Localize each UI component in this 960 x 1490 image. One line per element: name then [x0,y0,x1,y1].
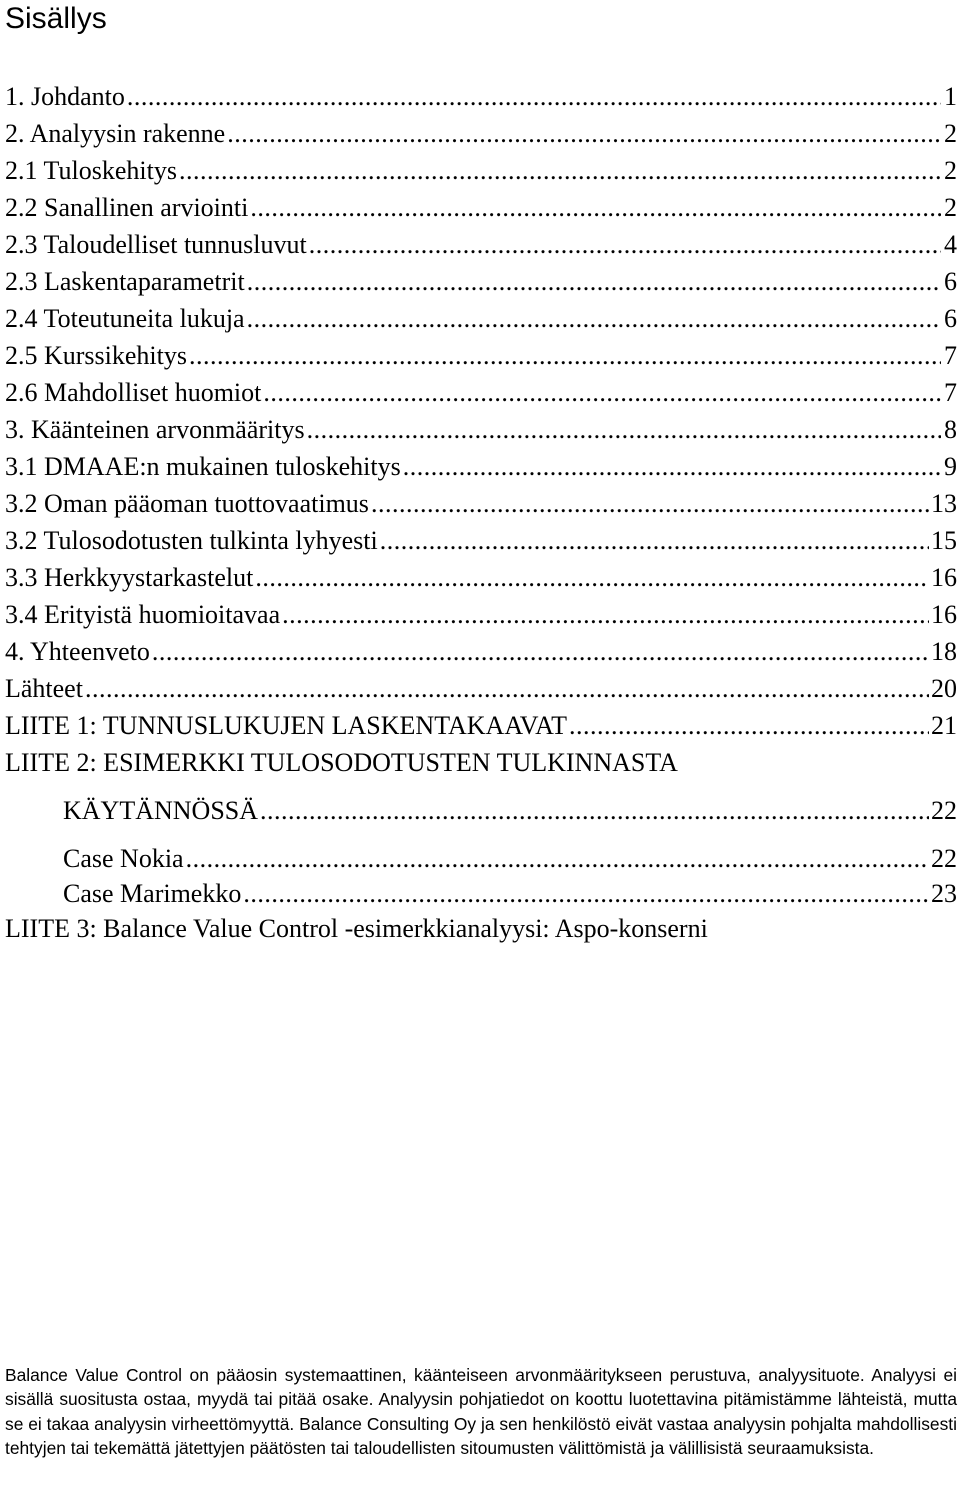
toc-entry[interactable] [5,781,957,841]
toc-entry-page: 6 [944,304,957,333]
toc-dot-leader [243,876,929,911]
toc-entry[interactable] [5,448,957,485]
toc-dot-leader [247,263,941,300]
toc-entry[interactable] [5,226,957,263]
toc-entry[interactable] [5,596,957,633]
disclaimer-text: Balance Value Control on pääosin systemaattinen, käänteiseen arvonmääritykseen perustuva, analyysituote. Analyysi ei sisällä suositusta ostaa, myydä tai pitää osake. Analyysin pohjatiedot on koottu luotettavina pitämistämme lähteistä, mutta se ei takaa analyysin virheettömyyttä. Balance Consulting Oy ja sen henkilöstö eivät vastaa analyysin pohjalta mahdollisesti tehtyjen tai tekemättä jätettyjen päätösten tai taloudellisten sitoumusten välittömistä ja välillisistä seuraamuksista. [5,1365,957,1459]
toc-entry-page: 15 [931,526,957,555]
toc-dot-leader [247,300,941,337]
toc-dot-leader [250,189,941,226]
toc-entry-label: 3.3 Herkkyystarkastelut [5,563,254,592]
toc-entry[interactable] [5,152,957,189]
toc-dot-leader [127,78,941,115]
table-of-contents [5,78,957,946]
toc-entry[interactable] [5,411,957,448]
toc-entry-page: 6 [944,267,957,296]
toc-entry-page: 2 [944,156,957,185]
toc-entry-label: 1. Johdanto [5,82,125,111]
page-title: Sisällys [5,2,107,35]
toc-entry-page: 23 [931,879,957,908]
toc-dot-leader [260,781,929,841]
toc-entry-label: 2.6 Mahdolliset huomiot [5,378,262,407]
toc-entry[interactable] [5,337,957,374]
toc-entry-page: 1 [944,82,957,111]
toc-dot-leader [263,374,941,411]
toc-dot-leader [307,411,941,448]
toc-entry[interactable] [5,522,957,559]
toc-dot-leader [152,633,929,670]
toc-dot-leader [371,485,929,522]
toc-entry-page: 13 [931,489,957,518]
toc-entry[interactable] [5,78,957,115]
toc-entry[interactable] [5,115,957,152]
toc-dot-leader [569,707,929,744]
toc-dot-leader [85,670,929,707]
toc-entry-page: 16 [931,600,957,629]
toc-entry-label: LIITE 3: Balance Value Control -esimerkkianalyysi: Aspo-konserni [5,914,708,943]
toc-entry-page: 7 [944,378,957,407]
toc-entry-label: Case Nokia [63,844,184,873]
toc-entry-label: Lähteet [5,674,83,703]
toc-entry-label: LIITE 1: TUNNUSLUKUJEN LASKENTAKAAVAT [5,711,567,740]
toc-entry[interactable] [5,911,957,946]
toc-entry[interactable] [5,374,957,411]
toc-entry-label: 3.2 Tulosodotusten tulkinta lyhyesti [5,526,378,555]
toc-entry-page: 7 [944,341,957,370]
toc-entry[interactable] [5,744,957,781]
toc-entry-label: 3.1 DMAAE:n mukainen tuloskehitys [5,452,401,481]
toc-entry-page: 16 [931,563,957,592]
toc-dot-leader [255,559,929,596]
toc-entry[interactable] [5,263,957,300]
toc-entry-page: 8 [944,415,957,444]
toc-dot-leader [403,448,941,485]
toc-entry[interactable] [5,876,957,911]
toc-entry-label: 2.4 Toteutuneita lukuja [5,304,245,333]
toc-entry[interactable] [5,485,957,522]
toc-entry-label: 2.1 Tuloskehitys [5,156,177,185]
toc-entry-label: 2.3 Taloudelliset tunnusluvut [5,230,307,259]
toc-entry[interactable] [5,841,957,876]
toc-entry-page: 9 [944,452,957,481]
toc-entry-page: 22 [931,796,957,825]
toc-entry-page: 22 [931,844,957,873]
toc-entry-page: 20 [931,674,957,703]
toc-entry-label: 2.2 Sanallinen arviointi [5,193,249,222]
toc-dot-leader [282,596,929,633]
toc-dot-leader [380,522,929,559]
toc-entry-label: LIITE 2: ESIMERKKI TULOSODOTUSTEN TULKINNASTA [5,748,678,777]
toc-entry[interactable] [5,707,957,744]
toc-entry-label: KÄYTÄNNÖSSÄ [63,796,259,825]
toc-entry-label: 2.3 Laskentaparametrit [5,267,245,296]
toc-dot-leader [227,115,941,152]
toc-entry-label: Case Marimekko [63,879,242,908]
toc-entry-label: 2. Analyysin rakenne [5,119,226,148]
toc-entry-label: 4. Yhteenveto [5,637,150,666]
toc-entry-label: 3.2 Oman pääoman tuottovaatimus [5,489,369,518]
toc-dot-leader [189,337,941,374]
toc-entry-page: 2 [944,119,957,148]
toc-entry-page: 2 [944,193,957,222]
toc-entry-label: 2.5 Kurssikehitys [5,341,187,370]
toc-dot-leader [186,841,929,876]
toc-entry[interactable] [5,559,957,596]
toc-dot-leader [309,226,941,263]
toc-entry[interactable] [5,189,957,226]
toc-entry[interactable] [5,300,957,337]
toc-entry-label: 3. Käänteinen arvonmääritys [5,415,305,444]
toc-entry[interactable] [5,670,957,707]
toc-entry-page: 18 [931,637,957,666]
toc-entry-page: 21 [931,711,957,740]
toc-entry-page: 4 [944,230,957,259]
toc-entry[interactable] [5,633,957,670]
toc-entry-label: 3.4 Erityistä huomioitavaa [5,600,281,629]
toc-dot-leader [179,152,941,189]
